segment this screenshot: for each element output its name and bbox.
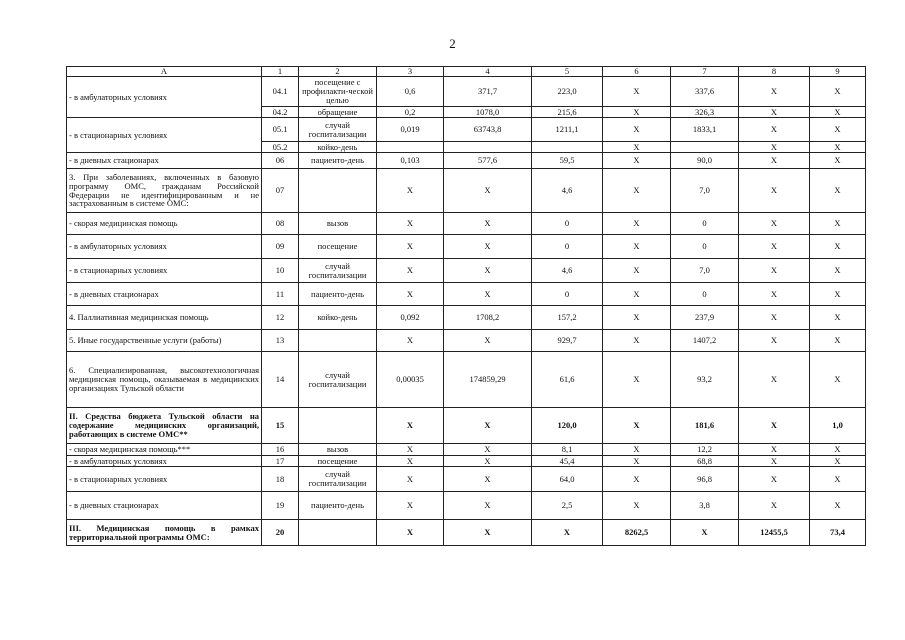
cell-col6: X (603, 330, 671, 352)
table-row (67, 213, 866, 235)
header-col-1: 1 (262, 67, 299, 77)
cell-col7: 1407,2 (671, 330, 739, 352)
cell-col8: X (739, 467, 810, 492)
cell-col7: 7,0 (671, 169, 739, 213)
cell-col7: 237,9 (671, 306, 739, 330)
row-code: 17 (262, 456, 299, 467)
row-code: 13 (262, 330, 299, 352)
cell-col3: 0,00035 (377, 352, 444, 408)
row-label: - в дневных стационарах (67, 492, 262, 520)
cell-col7: 181,6 (671, 408, 739, 444)
cell-col8: 12455,5 (739, 520, 810, 546)
row-label: - в стационарных условиях (67, 467, 262, 492)
row-unit (299, 408, 377, 444)
cell-col5: 120,0 (532, 408, 603, 444)
cell-col9: X (810, 142, 866, 153)
cell-col3: X (377, 169, 444, 213)
cell-col6: X (603, 77, 671, 107)
row-unit: случай госпитализации (299, 467, 377, 492)
cell-col6: X (603, 492, 671, 520)
row-label: 6. Специализированная, высокотехнологичная медицинская помощь, оказываемая в медицинских организациях Тульской области (67, 352, 262, 408)
table-row (67, 169, 866, 213)
cell-col5: 0 (532, 283, 603, 306)
cell-col3: X (377, 259, 444, 283)
cell-col8: X (739, 492, 810, 520)
cell-col8: X (739, 259, 810, 283)
cell-col3: 0,019 (377, 118, 444, 142)
row-unit: посещение (299, 235, 377, 259)
cell-col3: X (377, 456, 444, 467)
cell-col9: X (810, 456, 866, 467)
cell-col4: X (444, 520, 532, 546)
cell-col9: X (810, 107, 866, 118)
table-row (67, 352, 866, 408)
cell-col8: X (739, 107, 810, 118)
header-col-2: 2 (299, 67, 377, 77)
cell-col7: 326,3 (671, 107, 739, 118)
cell-col4: 1078,0 (444, 107, 532, 118)
cell-col4: 63743,8 (444, 118, 532, 142)
row-label: - скорая медицинская помощь*** (67, 444, 262, 456)
row-unit: вызов (299, 444, 377, 456)
table-row (67, 306, 866, 330)
cell-col7: 0 (671, 283, 739, 306)
cell-col7: 93,2 (671, 352, 739, 408)
cell-col9: 1,0 (810, 408, 866, 444)
cell-col9: X (810, 467, 866, 492)
row-code: 05.2 (262, 142, 299, 153)
cell-col9: X (810, 352, 866, 408)
table-row (67, 467, 866, 492)
row-code: 04.1 (262, 77, 299, 107)
cell-col6: X (603, 213, 671, 235)
cell-col4: X (444, 467, 532, 492)
cell-col6: X (603, 169, 671, 213)
cell-col3: X (377, 408, 444, 444)
cell-col5: 64,0 (532, 467, 603, 492)
cell-col6: X (603, 153, 671, 169)
cell-col8: X (739, 213, 810, 235)
table-row (67, 456, 866, 467)
cell-col4: 577,6 (444, 153, 532, 169)
header-col-9: 9 (810, 67, 866, 77)
cell-col4: X (444, 456, 532, 467)
cell-col4: X (444, 492, 532, 520)
cell-col8: X (739, 142, 810, 153)
cell-col6: X (603, 142, 671, 153)
cell-col7 (671, 142, 739, 153)
financing-table (66, 66, 866, 546)
row-unit: койко-день (299, 142, 377, 153)
cell-col6: X (603, 118, 671, 142)
row-code: 09 (262, 235, 299, 259)
row-label: 4. Паллиативная медицинская помощь (67, 306, 262, 330)
cell-col4: X (444, 259, 532, 283)
row-label: - в стационарных условиях (67, 259, 262, 283)
cell-col6: X (603, 444, 671, 456)
cell-col6: X (603, 235, 671, 259)
row-code: 19 (262, 492, 299, 520)
row-code: 12 (262, 306, 299, 330)
row-label: - в амбулаторных условиях (67, 456, 262, 467)
cell-col7: 0 (671, 235, 739, 259)
row-label: 5. Иные государственные услуги (работы) (67, 330, 262, 352)
header-col-7: 7 (671, 67, 739, 77)
cell-col4: X (444, 330, 532, 352)
header-col-8: 8 (739, 67, 810, 77)
cell-col5: 223,0 (532, 77, 603, 107)
cell-col5: 61,6 (532, 352, 603, 408)
cell-col8: X (739, 118, 810, 142)
cell-col7: 68,8 (671, 456, 739, 467)
cell-col3: 0,6 (377, 77, 444, 107)
cell-col7: 0 (671, 213, 739, 235)
cell-col5 (532, 142, 603, 153)
row-unit: пациенто-день (299, 492, 377, 520)
row-unit: вызов (299, 213, 377, 235)
table-row (67, 259, 866, 283)
row-unit: посещение (299, 456, 377, 467)
page-number: 2 (449, 36, 456, 51)
table-row (67, 408, 866, 444)
table-row (67, 492, 866, 520)
row-code: 04.2 (262, 107, 299, 118)
cell-col9: X (810, 492, 866, 520)
cell-col9: X (810, 153, 866, 169)
row-code: 05.1 (262, 118, 299, 142)
cell-col8: X (739, 408, 810, 444)
cell-col8: X (739, 153, 810, 169)
cell-col5: 8,1 (532, 444, 603, 456)
row-unit: койко-день (299, 306, 377, 330)
cell-col7: 90,0 (671, 153, 739, 169)
cell-col3: X (377, 235, 444, 259)
table-row (67, 330, 866, 352)
row-unit: пациенто-день (299, 153, 377, 169)
cell-col4: X (444, 283, 532, 306)
row-label: 3. При заболеваниях, включенных в базовую программу ОМС, гражданам Российской Федерации не идентифицированным и не застрахованным в системе ОМС: (67, 169, 262, 213)
cell-col4: X (444, 408, 532, 444)
cell-col7: 7,0 (671, 259, 739, 283)
cell-col5: 4,6 (532, 169, 603, 213)
cell-col3: X (377, 444, 444, 456)
cell-col9: X (810, 306, 866, 330)
row-unit (299, 169, 377, 213)
table-row (67, 520, 866, 546)
row-unit: случай госпитализации (299, 259, 377, 283)
cell-col4: X (444, 235, 532, 259)
row-unit: случай госпитализации (299, 118, 377, 142)
table-row (67, 283, 866, 306)
header-col-6: 6 (603, 67, 671, 77)
row-code: 07 (262, 169, 299, 213)
cell-col8: X (739, 352, 810, 408)
row-label: III. Медицинская помощь в рамках территориальной программы ОМС: (67, 520, 262, 546)
row-code: 15 (262, 408, 299, 444)
cell-col3: X (377, 492, 444, 520)
cell-col3: X (377, 330, 444, 352)
row-label: - в дневных стационарах (67, 153, 262, 169)
cell-col5: X (532, 520, 603, 546)
cell-col4: X (444, 169, 532, 213)
cell-col7: 337,6 (671, 77, 739, 107)
cell-col9: X (810, 169, 866, 213)
cell-col4: 1708,2 (444, 306, 532, 330)
cell-col8: X (739, 330, 810, 352)
cell-col3: 0,092 (377, 306, 444, 330)
header-col-5: 5 (532, 67, 603, 77)
cell-col9: X (810, 235, 866, 259)
cell-col4: X (444, 444, 532, 456)
cell-col4: 174859,29 (444, 352, 532, 408)
table-row (67, 444, 866, 456)
cell-col5: 45,4 (532, 456, 603, 467)
cell-col8: X (739, 306, 810, 330)
cell-col9: X (810, 259, 866, 283)
table-row (67, 235, 866, 259)
row-code: 20 (262, 520, 299, 546)
cell-col6: X (603, 456, 671, 467)
cell-col3: 0,2 (377, 107, 444, 118)
cell-col7: X (671, 520, 739, 546)
row-unit: посещение с профилакти-ческой целью (299, 77, 377, 107)
cell-col3 (377, 142, 444, 153)
cell-col8: X (739, 169, 810, 213)
row-unit: пациенто-день (299, 283, 377, 306)
cell-col4: X (444, 213, 532, 235)
cell-col6: X (603, 408, 671, 444)
cell-col8: X (739, 235, 810, 259)
row-unit: случай госпитализации (299, 352, 377, 408)
cell-col9: X (810, 444, 866, 456)
row-unit (299, 520, 377, 546)
cell-col3: X (377, 283, 444, 306)
row-label: - в дневных стационарах (67, 283, 262, 306)
cell-col9: X (810, 330, 866, 352)
cell-col5: 215,6 (532, 107, 603, 118)
cell-col3: X (377, 520, 444, 546)
header-col-4: 4 (444, 67, 532, 77)
row-unit (299, 330, 377, 352)
cell-col6: X (603, 352, 671, 408)
row-label: - скорая медицинская помощь (67, 213, 262, 235)
cell-col9: X (810, 77, 866, 107)
row-code: 18 (262, 467, 299, 492)
cell-col7: 3,8 (671, 492, 739, 520)
table-row (67, 77, 866, 107)
cell-col6: X (603, 467, 671, 492)
cell-col9: X (810, 283, 866, 306)
table-row (67, 153, 866, 169)
cell-col3: X (377, 213, 444, 235)
header-col-3: 3 (377, 67, 444, 77)
cell-col7: 12,2 (671, 444, 739, 456)
cell-col5: 1211,1 (532, 118, 603, 142)
cell-col5: 2,5 (532, 492, 603, 520)
cell-col8: X (739, 77, 810, 107)
row-label: - в стационарных условиях (67, 118, 262, 153)
header-col-a: А (67, 67, 262, 77)
cell-col8: X (739, 456, 810, 467)
row-unit: обращение (299, 107, 377, 118)
cell-col5: 0 (532, 213, 603, 235)
cell-col6: X (603, 306, 671, 330)
row-label: - в амбулаторных условиях (67, 77, 262, 118)
cell-col5: 4,6 (532, 259, 603, 283)
row-label: II. Средства бюджета Тульской области на содержание медицинских организаций, работающих в системе ОМС** (67, 408, 262, 444)
cell-col5: 0 (532, 235, 603, 259)
row-code: 16 (262, 444, 299, 456)
cell-col6: 8262,5 (603, 520, 671, 546)
cell-col9: X (810, 118, 866, 142)
row-code: 10 (262, 259, 299, 283)
table-row (67, 118, 866, 142)
cell-col8: X (739, 444, 810, 456)
row-code: 11 (262, 283, 299, 306)
cell-col4 (444, 142, 532, 153)
cell-col5: 157,2 (532, 306, 603, 330)
cell-col7: 1833,1 (671, 118, 739, 142)
row-code: 06 (262, 153, 299, 169)
cell-col9: 73,4 (810, 520, 866, 546)
cell-col5: 929,7 (532, 330, 603, 352)
cell-col7: 96,8 (671, 467, 739, 492)
row-label: - в амбулаторных условиях (67, 235, 262, 259)
cell-col6: X (603, 259, 671, 283)
cell-col3: 0,103 (377, 153, 444, 169)
row-code: 08 (262, 213, 299, 235)
cell-col6: X (603, 107, 671, 118)
cell-col3: X (377, 467, 444, 492)
cell-col5: 59,5 (532, 153, 603, 169)
row-code: 14 (262, 352, 299, 408)
table-header-row (67, 67, 866, 77)
cell-col9: X (810, 213, 866, 235)
cell-col4: 371,7 (444, 77, 532, 107)
cell-col6: X (603, 283, 671, 306)
cell-col8: X (739, 283, 810, 306)
